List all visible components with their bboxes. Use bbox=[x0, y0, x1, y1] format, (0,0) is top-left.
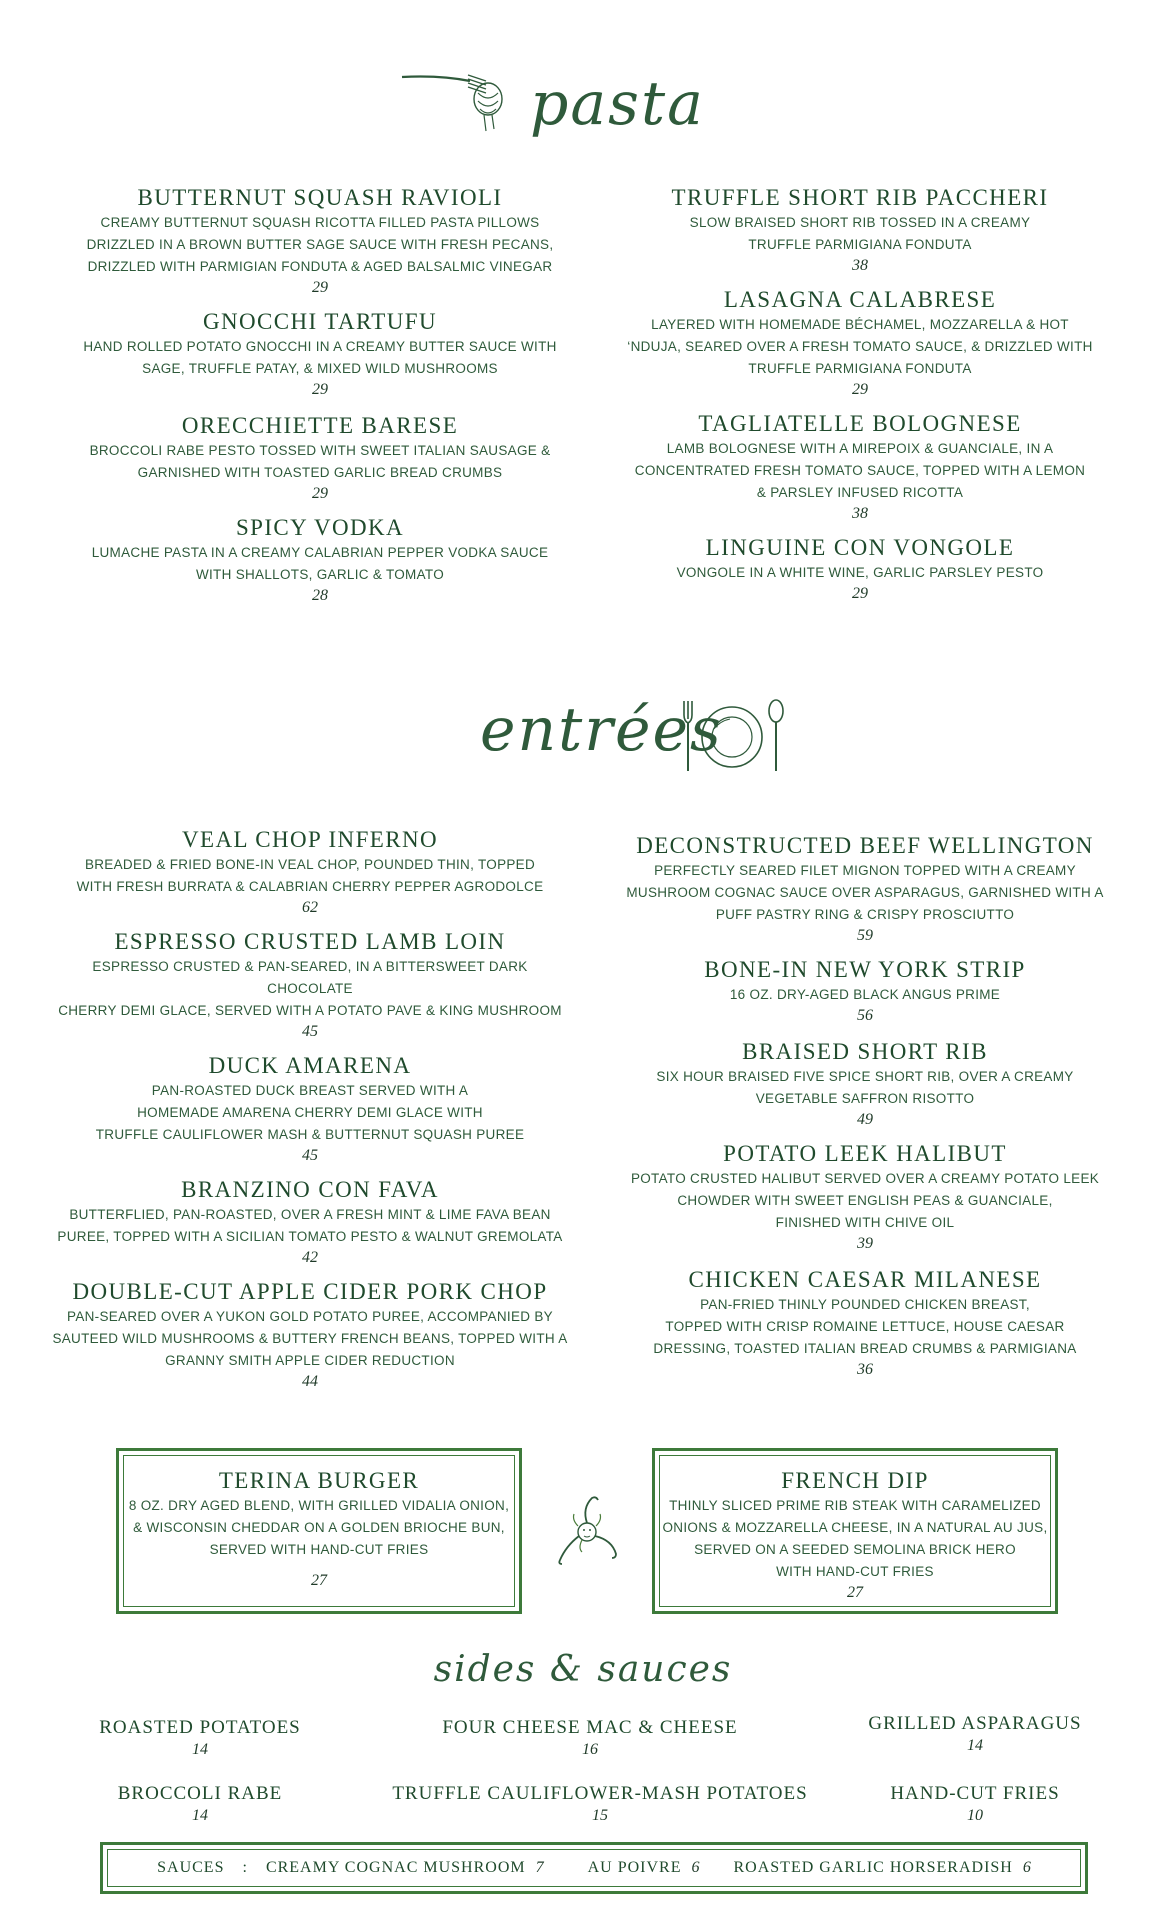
item-name: BRAISED SHORT RIB bbox=[742, 1039, 988, 1064]
menu-item bbox=[620, 832, 1110, 946]
menu-item bbox=[610, 184, 1110, 276]
item-name: DUCK AMARENA bbox=[208, 1053, 412, 1078]
item-price: 56 bbox=[857, 1007, 873, 1024]
menu-item bbox=[50, 928, 570, 1042]
entrees-heading: entrées bbox=[480, 695, 723, 765]
menu-item bbox=[620, 1266, 1110, 1380]
item-price: 29 bbox=[312, 279, 328, 296]
item-description: PERFECTLY SEARED FILET MIGNON TOPPED WITH A CREAMY MUSHROOM COGNAC SAUCE OVER ASPARAGUS, GARNISHED WITH A PUFF PASTRY RING & CRISPY PROSCIUTTO bbox=[626, 863, 1104, 922]
item-description: PAN-ROASTED DUCK BREAST SERVED WITH A HOMEMADE AMARENA CHERRY DEMI GLACE WITH TRUFFLE CAULIFLOWER MASH & BUTTERNUT SQUASH PUREE bbox=[95, 1083, 525, 1142]
menu-item bbox=[50, 1278, 570, 1392]
menu-item bbox=[60, 184, 580, 298]
pasta-left-column bbox=[60, 184, 580, 606]
menu-item bbox=[620, 1140, 1110, 1254]
side-price: 14 bbox=[192, 1741, 208, 1758]
item-price: 39 bbox=[857, 1235, 873, 1252]
sauce-price: 6 bbox=[1022, 1859, 1031, 1876]
item-price: 29 bbox=[852, 381, 868, 398]
side-price: 15 bbox=[592, 1807, 608, 1824]
item-description: LAYERED WITH HOMEMADE BÉCHAMEL, MOZZARELLA & HOT ‘NDUJA, SEARED OVER A FRESH TOMATO SAUCE, & DRIZZLED WITH TRUFFLE PARMIGIANA FONDUTA bbox=[627, 317, 1093, 376]
item-description: POTATO CRUSTED HALIBUT SERVED OVER A CREAMY POTATO LEEK CHOWDER WITH SWEET ENGLISH PEAS & GUANCIALE, FINISHED WITH CHIVE OIL bbox=[630, 1171, 1100, 1230]
side-price: 14 bbox=[192, 1807, 208, 1824]
item-name: DECONSTRUCTED BEEF WELLINGTON bbox=[636, 833, 1094, 858]
side-price: 16 bbox=[582, 1741, 598, 1758]
item-description: ESPRESSO CRUSTED & PAN-SEARED, IN A BITTERSWEET DARK CHOCOLATE CHERRY DEMI GLACE, SERVED WITH A POTATO PAVE & KING MUSHROOM bbox=[58, 959, 562, 1018]
item-description: 16 OZ. DRY-AGED BLACK ANGUS PRIME bbox=[729, 987, 1001, 1002]
featured-box-burger bbox=[116, 1448, 522, 1614]
menu-item bbox=[50, 826, 570, 918]
sauce-name: CREAMY COGNAC MUSHROOM bbox=[265, 1859, 526, 1876]
side-name: GRILLED ASPARAGUS bbox=[868, 1713, 1082, 1734]
item-description: PAN-FRIED THINLY POUNDED CHICKEN BREAST, TOPPED WITH CRISP ROMAINE LETTUCE, HOUSE CAESAR DRESSING, TOASTED ITALIAN BREAD CRUMBS & PARMIGIANA bbox=[653, 1297, 1077, 1356]
side-item bbox=[80, 1716, 320, 1760]
menu-item bbox=[620, 956, 1110, 1026]
item-price: 29 bbox=[312, 381, 328, 398]
item-name: POTATO LEEK HALIBUT bbox=[723, 1141, 1007, 1166]
item-description: SIX HOUR BRAISED FIVE SPICE SHORT RIB, OVER A CREAMY VEGETABLE SAFFRON RISOTTO bbox=[656, 1069, 1074, 1106]
item-price: 42 bbox=[302, 1249, 318, 1266]
item-description: THINLY SLICED PRIME RIB STEAK WITH CARAMELIZED ONIONS & MOZZARELLA CHEESE, IN A NATURAL AU JUS, SERVED ON A SEEDED SEMOLINA BRICK HERO WITH HAND-CUT FRIES bbox=[662, 1498, 1048, 1579]
item-description: CREAMY BUTTERNUT SQUASH RICOTTA FILLED PASTA PILLOWS DRIZZLED IN A BROWN BUTTER SAGE SAUCE WITH FRESH PECANS, DRIZZLED WITH PARMIGIAN FONDUTA & AGED BALSALMIC VINEGAR bbox=[86, 215, 554, 274]
entrees-header bbox=[480, 685, 810, 785]
item-price: 38 bbox=[852, 505, 868, 522]
sauces-row bbox=[103, 1845, 1085, 1891]
trinacria-emblem-icon bbox=[552, 1492, 622, 1572]
sauces-label: SAUCES bbox=[157, 1859, 225, 1876]
side-price: 14 bbox=[967, 1737, 983, 1754]
featured-box-french-dip bbox=[652, 1448, 1058, 1614]
sauce-name: AU POIVRE bbox=[587, 1859, 682, 1876]
item-name: SPICY VODKA bbox=[235, 515, 405, 540]
item-description: 8 OZ. DRY AGED BLEND, WITH GRILLED VIDALIA ONION, & WISCONSIN CHEDDAR ON A GOLDEN BRIOCHE BUN, SERVED WITH HAND-CUT FRIES bbox=[128, 1498, 510, 1557]
item-description: SLOW BRAISED SHORT RIB TOSSED IN A CREAMY TRUFFLE PARMIGIANA FONDUTA bbox=[689, 215, 1031, 252]
pasta-right-column bbox=[610, 184, 1110, 604]
item-name: TAGLIATELLE BOLOGNESE bbox=[698, 411, 1022, 436]
item-name: DOUBLE-CUT APPLE CIDER PORK CHOP bbox=[72, 1279, 548, 1304]
item-name: BRANZINO CON FAVA bbox=[181, 1177, 439, 1202]
item-name: FRENCH DIP bbox=[781, 1468, 929, 1493]
item-price: 29 bbox=[852, 585, 868, 602]
menu-item bbox=[655, 1467, 1055, 1603]
item-name: BONE-IN NEW YORK STRIP bbox=[704, 957, 1026, 982]
item-price: 36 bbox=[857, 1361, 873, 1378]
item-name: LASAGNA CALABRESE bbox=[723, 287, 997, 312]
item-name: LINGUINE CON VONGOLE bbox=[705, 535, 1015, 560]
plate-and-cutlery-icon bbox=[680, 697, 790, 777]
item-description: LUMACHE PASTA IN A CREAMY CALABRIAN PEPPER VODKA SAUCE WITH SHALLOTS, GARLIC & TOMATO bbox=[91, 545, 549, 582]
item-price: 49 bbox=[857, 1111, 873, 1128]
pasta-header bbox=[390, 55, 710, 155]
side-item bbox=[850, 1712, 1100, 1756]
item-description: BUTTERFLIED, PAN-ROASTED, OVER A FRESH MINT & LIME FAVA BEAN PUREE, TOPPED WITH A SICILIAN TOMATO PESTO & WALNUT GREMOLATA bbox=[57, 1207, 563, 1244]
sauce-name: ROASTED GARLIC HORSERADISH bbox=[733, 1859, 1013, 1876]
menu-item bbox=[610, 534, 1110, 604]
item-name: CHICKEN CAESAR MILANESE bbox=[688, 1267, 1042, 1292]
item-name: ESPRESSO CRUSTED LAMB LOIN bbox=[114, 929, 506, 954]
item-price: 27 bbox=[311, 1572, 327, 1589]
menu-item bbox=[610, 410, 1110, 524]
side-item bbox=[850, 1782, 1100, 1826]
item-name: ORECCHIETTE BARESE bbox=[181, 413, 459, 438]
sauces-bar bbox=[100, 1842, 1088, 1894]
side-name: HAND-CUT FRIES bbox=[890, 1783, 1060, 1804]
menu-item bbox=[620, 1038, 1110, 1130]
menu-item bbox=[60, 412, 580, 504]
item-price: 29 bbox=[312, 485, 328, 502]
pasta-heading: pasta bbox=[530, 69, 705, 139]
menu-item bbox=[50, 1052, 570, 1166]
side-item bbox=[80, 1782, 320, 1826]
item-price: 38 bbox=[852, 257, 868, 274]
fork-with-pasta-icon bbox=[400, 63, 510, 133]
menu-item bbox=[60, 308, 580, 400]
item-description: LAMB BOLOGNESE WITH A MIREPOIX & GUANCIALE, IN A CONCENTRATED FRESH TOMATO SAUCE, TOPPED WITH A LEMON & PARSLEY INFUSED RICOTTA bbox=[634, 441, 1086, 500]
side-name: ROASTED POTATOES bbox=[99, 1717, 301, 1738]
item-name: VEAL CHOP INFERNO bbox=[182, 827, 438, 852]
menu-item bbox=[50, 1176, 570, 1268]
item-description: VONGOLE IN A WHITE WINE, GARLIC PARSLEY PESTO bbox=[676, 565, 1044, 580]
side-name: BROCCOLI RABE bbox=[117, 1783, 283, 1804]
item-price: 45 bbox=[302, 1023, 318, 1040]
item-price: 59 bbox=[857, 927, 873, 944]
menu-item bbox=[119, 1467, 519, 1591]
item-description: BROCCOLI RABE PESTO TOSSED WITH SWEET ITALIAN SAUSAGE & GARNISHED WITH TOASTED GARLIC BREAD CRUMBS bbox=[89, 443, 551, 480]
item-description: BREADED & FRIED BONE-IN VEAL CHOP, POUNDED THIN, TOPPED WITH FRESH BURRATA & CALABRIAN CHERRY PEPPER AGRODOLCE bbox=[76, 857, 544, 894]
item-price: 45 bbox=[302, 1147, 318, 1164]
side-name: TRUFFLE CAULIFLOWER-MASH POTATOES bbox=[392, 1783, 808, 1804]
item-name: BUTTERNUT SQUASH RAVIOLI bbox=[137, 185, 503, 210]
menu-item bbox=[60, 514, 580, 606]
sauce-price: 7 bbox=[535, 1859, 544, 1876]
item-price: 62 bbox=[302, 899, 318, 916]
item-price: 44 bbox=[302, 1373, 318, 1390]
entrees-right-column bbox=[620, 832, 1110, 1380]
sauce-price: 6 bbox=[691, 1859, 700, 1876]
item-name: TERINA BURGER bbox=[218, 1468, 420, 1493]
side-item bbox=[390, 1782, 810, 1826]
sauces-separator: : bbox=[242, 1859, 248, 1876]
sides-heading: sides & sauces bbox=[433, 1649, 733, 1690]
entrees-left-column bbox=[50, 826, 570, 1392]
item-description: HAND ROLLED POTATO GNOCCHI IN A CREAMY BUTTER SAUCE WITH SAGE, TRUFFLE PATAY, & MIXED WILD MUSHROOMS bbox=[83, 339, 557, 376]
side-item bbox=[420, 1716, 760, 1760]
item-price: 28 bbox=[312, 587, 328, 604]
item-name: GNOCCHI TARTUFU bbox=[203, 309, 437, 334]
item-description: PAN-SEARED OVER A YUKON GOLD POTATO PUREE, ACCOMPANIED BY SAUTEED WILD MUSHROOMS & BUTTERY FRENCH BEANS, TOPPED WITH A GRANNY SMITH APPLE CIDER REDUCTION bbox=[52, 1309, 568, 1368]
menu-item bbox=[610, 286, 1110, 400]
side-name: FOUR CHEESE MAC & CHEESE bbox=[442, 1717, 738, 1738]
item-price: 27 bbox=[847, 1584, 863, 1601]
side-price: 10 bbox=[967, 1807, 983, 1824]
item-name: TRUFFLE SHORT RIB PACCHERI bbox=[671, 185, 1049, 210]
